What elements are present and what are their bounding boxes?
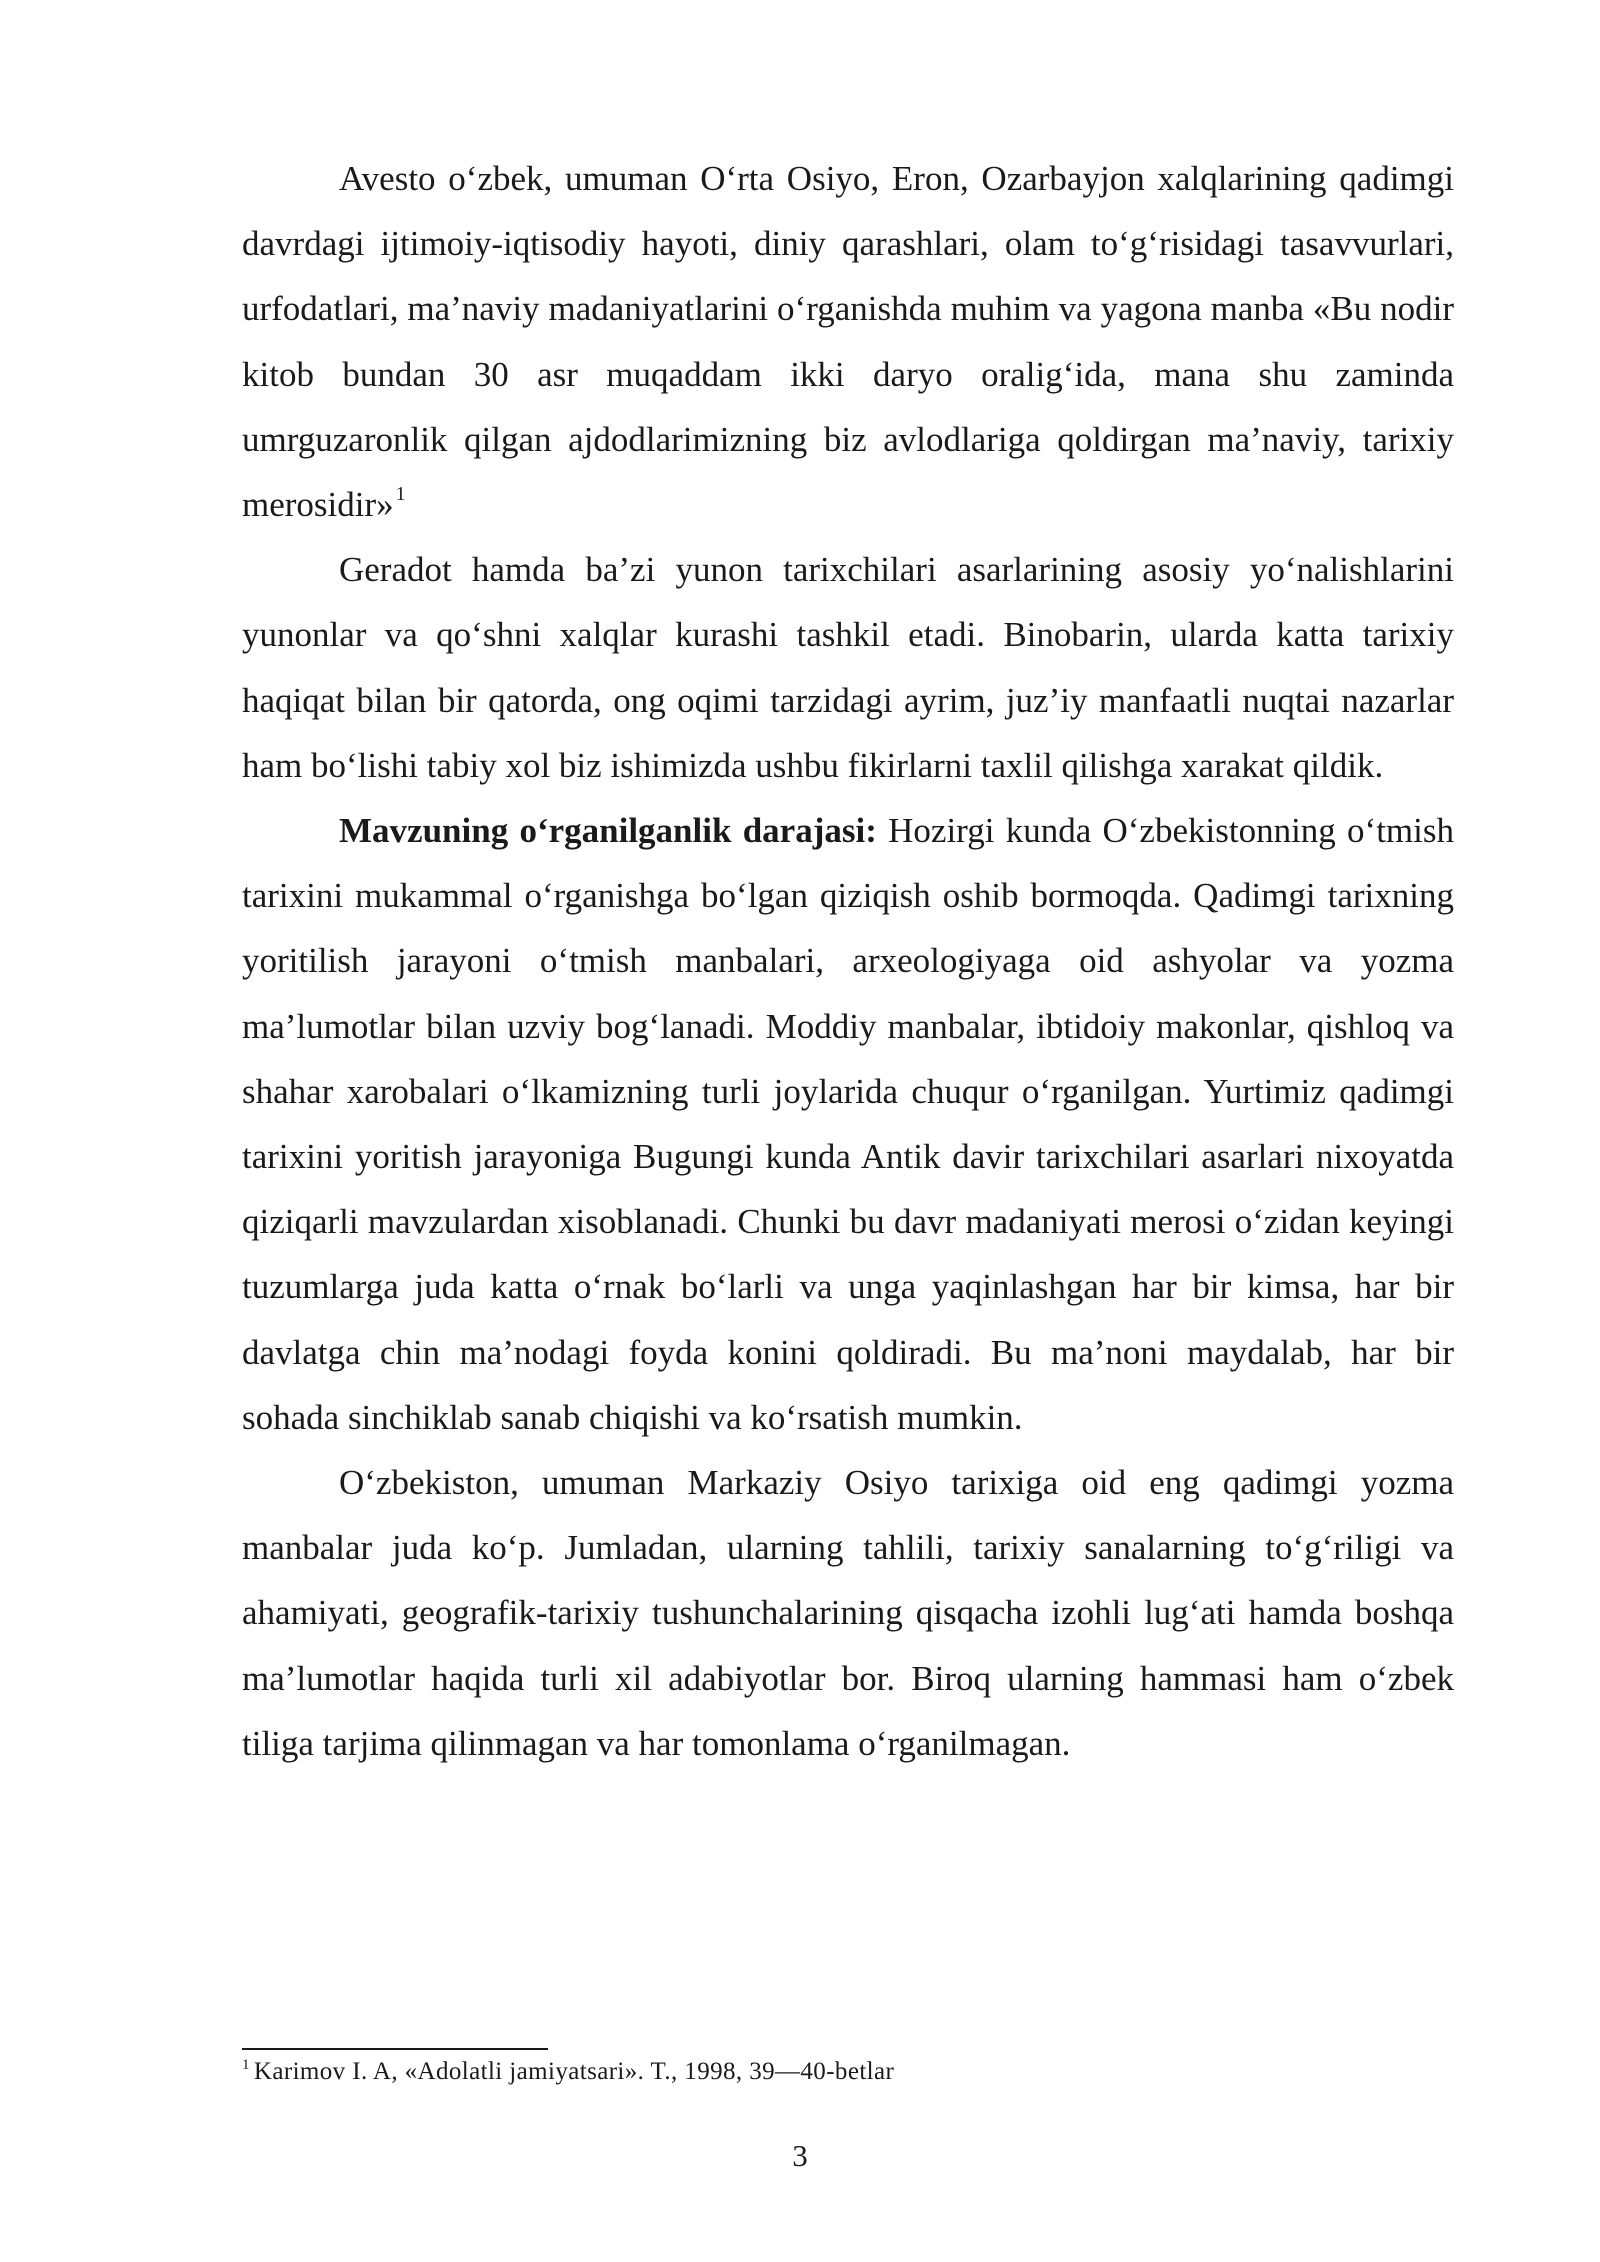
footnote-text: Karimov I. A, «Adolatli jamiyatsari». T., 1998, 39—40-betlar bbox=[253, 2058, 895, 2085]
footnote bbox=[242, 2054, 1342, 2090]
paragraph-geradot bbox=[242, 537, 1454, 798]
paragraph-sources bbox=[242, 1450, 1454, 1776]
section-lead-heading: Mavzuning o‘rganilganlik darajasi: bbox=[339, 811, 877, 851]
paragraph-text: O‘zbekiston, umuman Markaziy Osiyo tarixiga oid eng qadimgi yozma manbalar juda ko‘p. Jumladan, ularning tahlili, tarixiy sanalarning to‘g‘riligi va ahamiyati, geografik-tarixiy tushunchalarining qisqacha izohli lug‘ati hamda boshqa ma’lumotlar haqida turli xil adabiyotlar bor. Biroq ularning hammasi ham o‘zbek tiliga tarjima qilinmagan va har tomonlama o‘rganilmagan. bbox=[242, 1463, 1454, 1763]
footnote-number: 1 bbox=[242, 2057, 250, 2073]
paragraph-study-level bbox=[242, 798, 1454, 1450]
paragraph-text: Hozirgi kunda O‘zbekistonning o‘tmish tarixini mukammal o‘rganishga bo‘lgan qiziqish oshib bormoqda. Qadimgi tarixning yoritilish jarayoni o‘tmish manbalari, arxeologiyaga oid ashyolar va yozma ma’lumotlar bilan uzviy bog‘lanadi. Moddiy manbalar, ibtidoiy makonlar, qishloq va shahar xarobalari o‘lkamizning turli joylarida chuqur o‘rganilgan. Yurtimiz qadimgi tarixini yoritish jarayoniga Bugungi kunda Antik davir tarixchilari asarlari nixoyatda qiziqarli mavzulardan xisoblanadi. Chunki bu davr madaniyati merosi o‘zidan keyingi tuzumlarga juda katta o‘rnak bo‘larli va unga yaqinlashgan har bir kimsa, har bir davlatga chin ma’nodagi foyda konini qoldiradi. Bu ma’noni maydalab, har bir sohada sinchiklab sanab chiqishi va ko‘rsatish mumkin. bbox=[242, 811, 1455, 1437]
paragraph-text: Avesto o‘zbek, umuman O‘rta Osiyo, Eron, Ozarbayjon xalqlarining qadimgi davrdagi ijtimoiy-iqtisodiy hayoti, diniy qarashlari, olam to‘g‘risidagi tasavvurlari, urfodatlari, ma’naviy madaniyatlarini o‘rganishda muhim va yagona manba «Bu nodir kitob bundan 30 asr muqaddam ikki daryo oralig‘ida, mana shu zaminda umrguzaronlik qilgan ajdodlarimizning biz avlodlariga qoldirgan ma’naviy, tarixiy merosidir» bbox=[242, 159, 1454, 525]
paragraph-text: Geradot hamda ba’zi yunon tarixchilari asarlarining asosiy yo‘nalishlarini yunonlar va qo‘shni xalqlar kurashi tashkil etadi. Binobarin, ularda katta tarixiy haqiqat bilan bir qatorda, ong oqimi tarzidagi ayrim, juz’iy manfaatli nuqtai nazarlar ham bo‘lishi tabiy xol biz ishimizda ushbu fikirlarni taxlil qilishga xarakat qildik. bbox=[242, 550, 1454, 785]
body-text bbox=[242, 146, 1454, 1776]
page-number: 3 bbox=[792, 2138, 808, 2173]
footnote-separator bbox=[242, 2048, 548, 2050]
paragraph-avesto bbox=[242, 146, 1454, 537]
footnote-reference[interactable]: 1 bbox=[395, 483, 406, 506]
